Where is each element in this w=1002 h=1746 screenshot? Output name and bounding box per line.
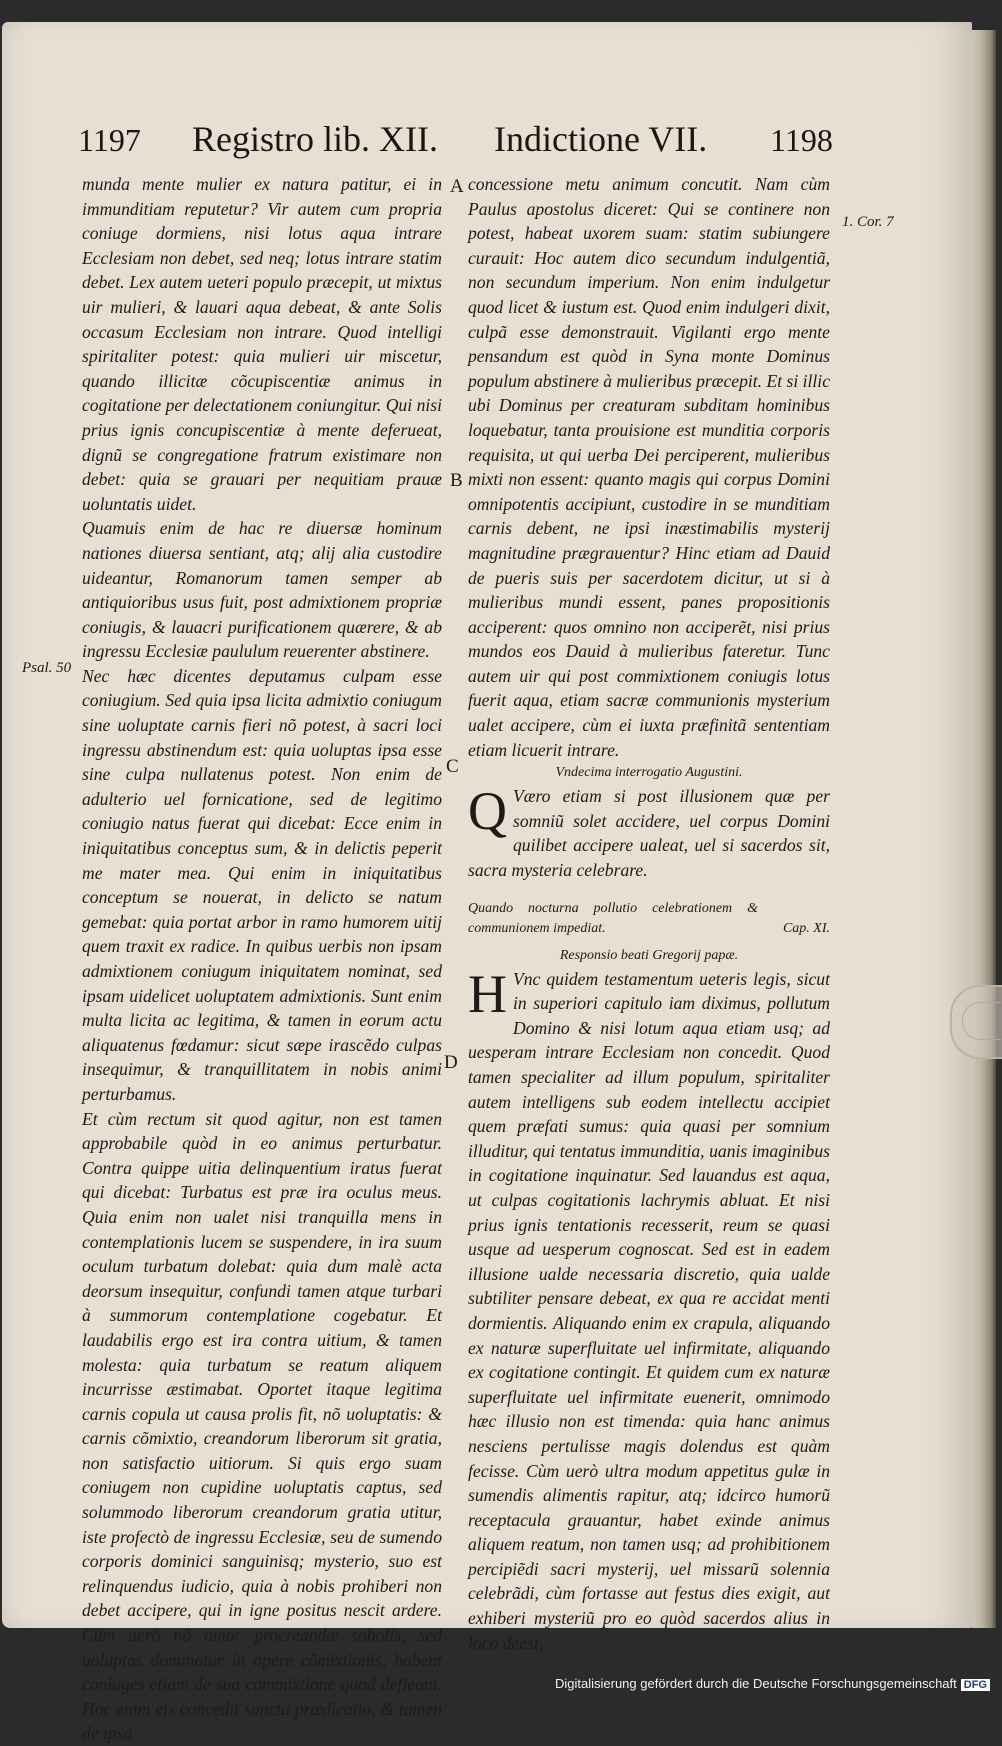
page-number-right: 1198 — [770, 122, 833, 158]
response-heading: Responsio beati Gregorij papæ. — [559, 947, 739, 963]
drop-cap-h: H — [468, 963, 507, 1024]
right-text-column — [468, 172, 830, 1655]
section-marker-a: A — [450, 176, 464, 197]
margin-ref-corinthians: 1. Cor. 7 — [842, 214, 894, 230]
page-number-left: 1197 — [78, 122, 141, 158]
section-marker-c: C — [446, 756, 459, 777]
question-paragraph — [468, 781, 830, 882]
margin-ref-psalm: Psal. 50 — [22, 660, 72, 676]
chapter-number: Cap. XI. — [782, 920, 830, 936]
paragraph: Et cùm rectum sit quod agitur, non est tamen approbabile quòd in eo animus perturbatur. Contra quippe uitia delinquentium iratus fuerat qui dicebat: Turbatus est præ ira oculus meus. Quia enim non ualet nisi tranquilla mens in contemplationis lucem se suspendere, in ira suum oculum turbatum dolebat: quia dum malè acta deorsum insequitur, confundi tamen atque turbari à summorum contemplatione cogebatur. Et laudabilis ergo est ira contra uitium, & tamen molesta: quia turbatum se reatum aliquem incurrisse æstimabat. Oportet itaque legitima carnis copula ut causa prolis fit, nõ uoluptatis: & carnis cõmixtio, creandorum liberorum sit gratia, non satisfactio uitiorum. Si quis ergo suam coniugem non cupidine uoluptatis captus, sed solummodo liberorum creandorum gratia utitur, iste profectò de ingressu Ecclesiæ, seu de sumendo corporis dominici sanguinisq; mysterio, suo est relinquendus iudicio, quia à nobis prohiberi non debet accipere, qui in igne positus nescit ardere. Cùm uerò nõ amor procreandæ sobolis, sed uoluptas dominatur in opere cõmixtionis, habent coniuges etiam de sua commixtione quod defleant. Hoc enim eis concedit sancta prædicatio, & tamen de ipsa — [82, 1108, 442, 1744]
section-marker-b: B — [450, 470, 463, 491]
paragraph: Nec hæc dicentes deputamus culpam esse coniugium. Sed quia ipsa licita admixtio coniugum sine uoluptate carnis fieri nõ potest, à sacri loci ingressu abstinendum est: quia uoluptas ipsa esse sine culpa nullatenus potest. Non enim de adulterio uel fornicatione, sed de legitimo coniugio natus fuerat qui dicebat: Ecce enim in iniquitatibus conceptus sum, & in delictis peperit me mater mea. Qui enim in iniquitatibus conceptum se nouerat, in delicto se natum gemebat: quia portat arbor in ramo humorem uitij quem traxit ex radice. In quibus uerbis non ipsam admixtionem coniugum iniquitatem nominat, sed ipsam uidelicet uoluptatem admixtionis. Sunt enim multa licita ac legitima, & tamen in eorum actu aliquatenus fœdamur: sicut sæpe irascẽdo culpas insequimur, & tranquillitatem in nobis animi perturbamus. — [82, 665, 442, 1104]
paragraph: concessione metu animum concutit. Nam cùm Paulus apostolus diceret: Qui se continere non potest, habeat uxorem suam: statim subiungere curauit: Hoc autem dico secundum indulgentiã, non secundum imperium. Non enim indulgetur quod licet & iustum est. Quod enim indulgeri dixit, culpã esse demonstrauit. Vigilanti ergo mente pensandum est quòd in Syna monte Dominus populum abstinere à mulieribus præcepit. Et si illic ubi Dominus per creaturam subditam hominibus loquebatur, tanta prouisione est munditia corporis requisita, ut qui uerba Dei perciperent, mulieribus mixti non essent: quanto magis qui corpus Domini omnipotentis accipiunt, custodire in se munditiam carnis debent, ne ipsi inæstimabilis mysterij magnitudine prægrauentur? Hinc etiam ad Dauid de pueris suis per sacerdotem dicitur, ut si à mulieribus mundi essent, panes propositionis acciperent: quos omnino non acciperẽt, nisi prius mundos eos Dauid à mulieribus fateretur. Tunc autem uir qui post commixtionem coniugis lotus fuerit aqua, etiam sacræ communionis mysterium ualet accipere, cùm ei iuxta præfinitã sententiam etiam licuerit intrare. — [468, 174, 830, 760]
running-title-left: Registro lib. XII. — [192, 119, 438, 159]
chapter-rubric-text: Quando nocturna pollutio celebrationem & communionem impediat. — [468, 900, 758, 936]
running-title-right: Indictione VII. — [494, 119, 708, 159]
footer-credit-text: Digitalisierung gefördert durch die Deutsche Forschungsgemeinschaft — [554, 1676, 957, 1691]
response-text: Vnc quidem testamentum ueteris legis, sicut in superiori capitulo iam diximus, pollutum Domino & nisi lotum aqua etiam usq; ad uesperam intrare Ecclesiam non concedit. Quod tamen specialiter ad illum populum, spiritaliter autem intelligens sub eodem intellectu accipiet quem præfati sumus: quia quasi per somnium illuditur, qui tentatus immunditia, uanis imaginibus in cogitatione inquinatur. Sed lauandus est aqua, ut culpas cogitationis lachrymis abluat. Et nisi prius ignis tentationis recesserit, reum se quasi usque ad uesperum cognoscat. Sed est in eadem illusione ualde necessaria discretio, quia ualde subtiliter pensare debeat, ex qua re accidat menti dormientis. Aliquando enim ex crapula, aliquando ex naturæ superfluitate uel infirmitate, aliquando ex cogitatione contingit. Et quidem cum ex naturæ superfluitate uel infirmitate euenerit, omnimodo hæc illusio non est timenda: quia hanc animus nesciens pertulisse magis dolendus est quàm fecisse. Cùm uerò ultra modum appetitus gulæ in sumendis alimentis rapitur, atq; idcirco humorũ receptacula grauantur, habet exinde animus aliquem reatum, non tamen usq; ad prohibitionem percipiẽdi sacri mysterij, uel missarũ solennia celebrãdi, cùm fortasse aut festus dies exigit, aut exhiberi mysteriũ pro eo quòd sacerdos alius in loco deest, — [468, 968, 830, 1653]
left-text-column — [82, 172, 442, 1744]
question-heading: Vndecima interrogatio Augustini. — [555, 765, 743, 781]
response-paragraph — [468, 963, 830, 1656]
page-edge — [972, 30, 996, 1628]
footer-credit — [0, 1676, 990, 1691]
paragraph: munda mente mulier ex natura patitur, ei in immunditiam reputetur? Vir autem cum propria coniuge dormiens, nisi lotus aqua intrare Ecclesiam non debet, sed neq; lotus intrare statim debet. Lex autem ueteri populo præcepit, ut mixtus uir mulieri, & lauari aqua debeat, & ante Solis occasum Ecclesiam non intrare. Quod intelligi spiritaliter potest: quia mulieri uir miscetur, quando illicitæ cõcupiscentiæ animus in cogitatione per delectationem coniungitur. Qui nisi prius ignis concupiscentiæ à mente deferueat, dignũ se congregatione fratrum existimare non debet: quia se grauari per nequitiam prauæ uoluntatis uidet. — [82, 174, 442, 514]
drop-cap-q: Q — [468, 781, 507, 842]
paragraph: Quamuis enim de hac re diuersæ hominum nationes diuersa sentiant, atq; alij alia custodire uideantur, Romanorum tamen semper ab antiquioribus usus fuit, post admixtionem propriæ coniugis, & lauacri purificationem quærere, & ab ingressu Ecclesiæ paululum reuerenter abstinere. — [82, 518, 442, 662]
paper-clip-inner — [962, 1002, 1001, 1040]
question-text: Væro etiam si post illusionem quæ per somniũ solet accidere, uel corpus Domini quilibet accipere ualeat, uel si sacerdos sit, sacra mysteria celebrare. — [468, 786, 830, 881]
dfg-logo: DFG — [961, 1679, 990, 1691]
section-marker-d: D — [444, 1052, 458, 1073]
chapter-rubric — [468, 899, 830, 939]
